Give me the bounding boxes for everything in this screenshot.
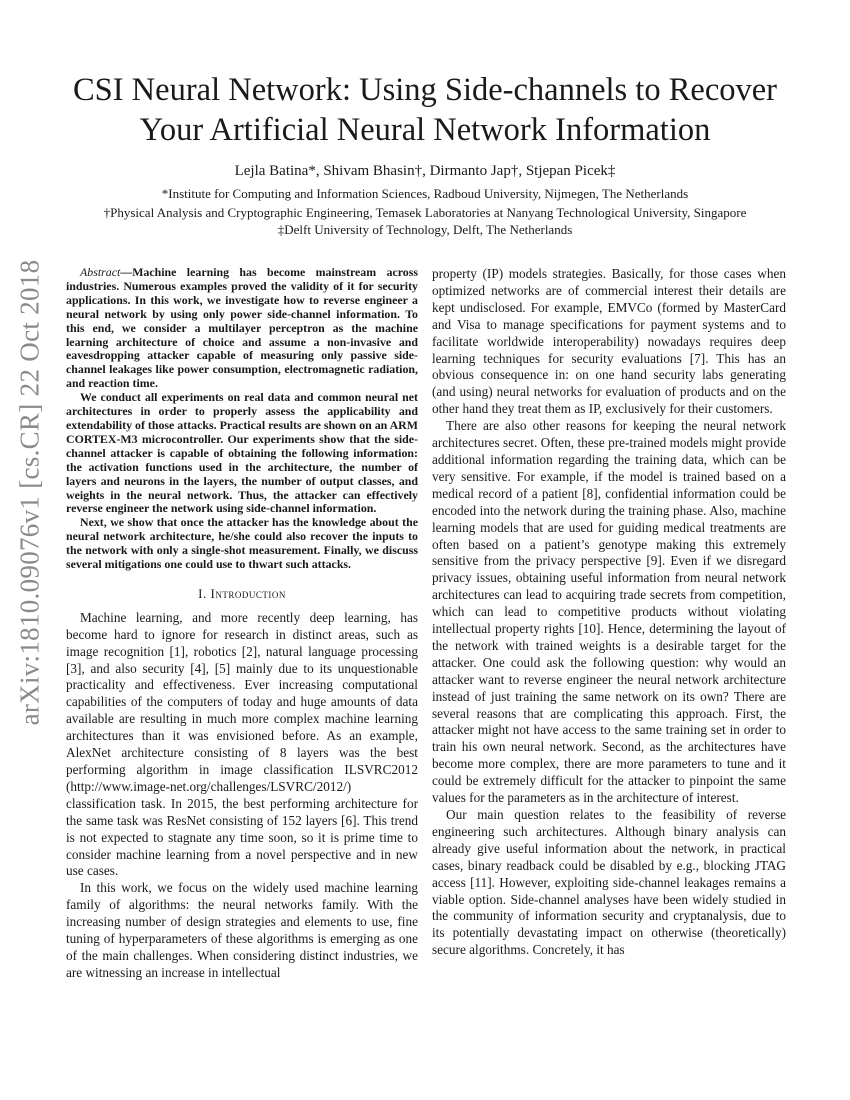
arxiv-watermark bbox=[4, 259, 56, 725]
intro-para-4: There are also other reasons for keeping the neural network architectures secret. Often, these pre-trained models might provide additional information regarding the training data, which can be very sensitive. For example, if the model is trained based on a medical record of a patient [8], confidential information could be encoded into the network during the training phase. Also, machine learning models that are used for guiding medical treatments are often based on a patient’s genotype making this extremely sensitive from the privacy perspective [9]. Even if we disregard privacy issues, obtaining useful information from neural network architectures can lead to acquiring trade secrets from competition, which can lead to competitive products without violating intellectual property rights [10]. Hence, determining the layout of the network with trained weights is a desirable target for the attacker. One could ask the following question: why would an attacker want to reverse engineer the neural network architecture instead of just training the same network on its own? There are several reasons that are complicating this approach. First, the attacker might not have access to the same training set in order to train his own neural network. Second, as the architectures have become more complex, there are more parameters to tune and it could be extremely difficult for the attacker to pinpoint the same values for the parameters as in the architecture of interest. bbox=[432, 418, 786, 806]
section-title: Introduction bbox=[210, 585, 286, 601]
affiliation-ntu: †Physical Analysis and Cryptographic Engineering, Temasek Laboratories at Nanyang Technological University, Singapore bbox=[103, 205, 747, 220]
paper-title: CSI Neural Network: Using Side-channels to Recover Your Artificial Neural Network Information bbox=[72, 72, 777, 148]
intro-para-2: In this work, we focus on the widely used machine learning family of algorithms: the neural networks family. With the increasing number of design strategies and elements to use, fine tuning of hyperparameters of these algorithms is emerging as one of the main challenges. When considering distinct industries, we are witnessing an increase in intellectual bbox=[66, 880, 418, 980]
abstract bbox=[66, 266, 418, 572]
right-column bbox=[432, 266, 786, 959]
section-heading-introduction bbox=[66, 586, 418, 603]
abstract-para-1: —Machine learning has become mainstream across industries. Numerous examples proved the validity of it for security applications. In this work, we investigate how to reverse engineer a neural network by using only power side-channel information. To this end, we consider a multilayer perceptron as the machine learning architecture of choice and assume a non-invasive and eavesdropping attacker capable of measuring only passive side-channel leakages like power consumption, electromagnetic radiation, and reaction time. bbox=[66, 265, 418, 391]
abstract-para-3: Next, we show that once the attacker has the knowledge about the neural network architecture, he/she could also recover the inputs to the network with only a single-shot measurement. Finally, we discuss several mitigations one could use to thwart such attacks. bbox=[66, 515, 418, 572]
affiliation-radboud: *Institute for Computing and Information Sciences, Radboud University, Nijmegen, The Netherlands bbox=[161, 186, 689, 201]
left-column bbox=[66, 266, 418, 982]
intro-para-1: Machine learning, and more recently deep learning, has become hard to ignore for research in distinct areas, such as image recognition [1], robotics [2], natural language processing [3], and also security [4], [5] mainly due to its unquestionable practicality and effectiveness. Ever increasing computational capabilities of the computers of today and huge amounts of data available are resulting in much more complex machine learning architectures than it was envisioned before. As an example, AlexNet architecture consisting of 8 layers was the best performing algorithm in image classification ILSVRC2012 (http://www.image-net.org/challenges/LSVRC/2012/) classification task. In 2015, the best performing architecture for the same task was ResNet consisting of 152 layers [6]. This trend is not expected to stagnate any time soon, so it is prime time to consider machine learning from a novel perspective and in new use cases. bbox=[66, 609, 418, 879]
author-list: Lejla Batina*, Shivam Bhasin†, Dirmanto Jap†, Stjepan Picek‡ bbox=[234, 163, 616, 179]
section-number: I. bbox=[198, 585, 207, 601]
arxiv-id: arXiv:1810.09076v1 [cs.CR] 22 Oct 2018 bbox=[14, 259, 45, 725]
intro-para-5: Our main question relates to the feasibility of reverse engineering such architectures. Although binary analysis can already give useful information about the network, in practical cases, binary readback could be disabled by e.g., blocking JTAG access [11]. However, exploiting side-channel leakages remains a viable option. Side-channel analyses have been widely studied in the community of information security and cryptanalysis, due to its potentially devastating impact on otherwise (theoretically) secure algorithms. Concretely, it has bbox=[432, 807, 786, 958]
abstract-para-2: We conduct all experiments on real data and common neural net architectures in order to properly assess the applicability and extendability of those attacks. Practical results are shown on an ARM CORTEX-M3 microcontroller. Our experiments show that the side-channel attacker is capable of obtaining the following information: the activation functions used in the architecture, the number of layers and neurons in the layers, the number of output classes, and weights in the neural network. Thus, the attacker can effectively reverse engineer the network using side-channel information. bbox=[66, 390, 418, 516]
abstract-label: Abstract bbox=[80, 265, 121, 279]
intro-para-3: property (IP) models strategies. Basically, for those cases when optimized networks are of commercial interest their details are kept undisclosed. For example, EMVCo (formed by MasterCard and Visa to manage specifications for payment systems and to facilitate worldwide interoperability) nowadays requires deep learning techniques for security evaluations [7]. This has an obvious consequence in: on one hand security labs generating (and using) neural networks for evaluation of products and on the other hand they treat them as IP, exclusively for their customers. bbox=[432, 266, 786, 417]
affiliation-delft: ‡Delft University of Technology, Delft, The Netherlands bbox=[277, 222, 573, 237]
